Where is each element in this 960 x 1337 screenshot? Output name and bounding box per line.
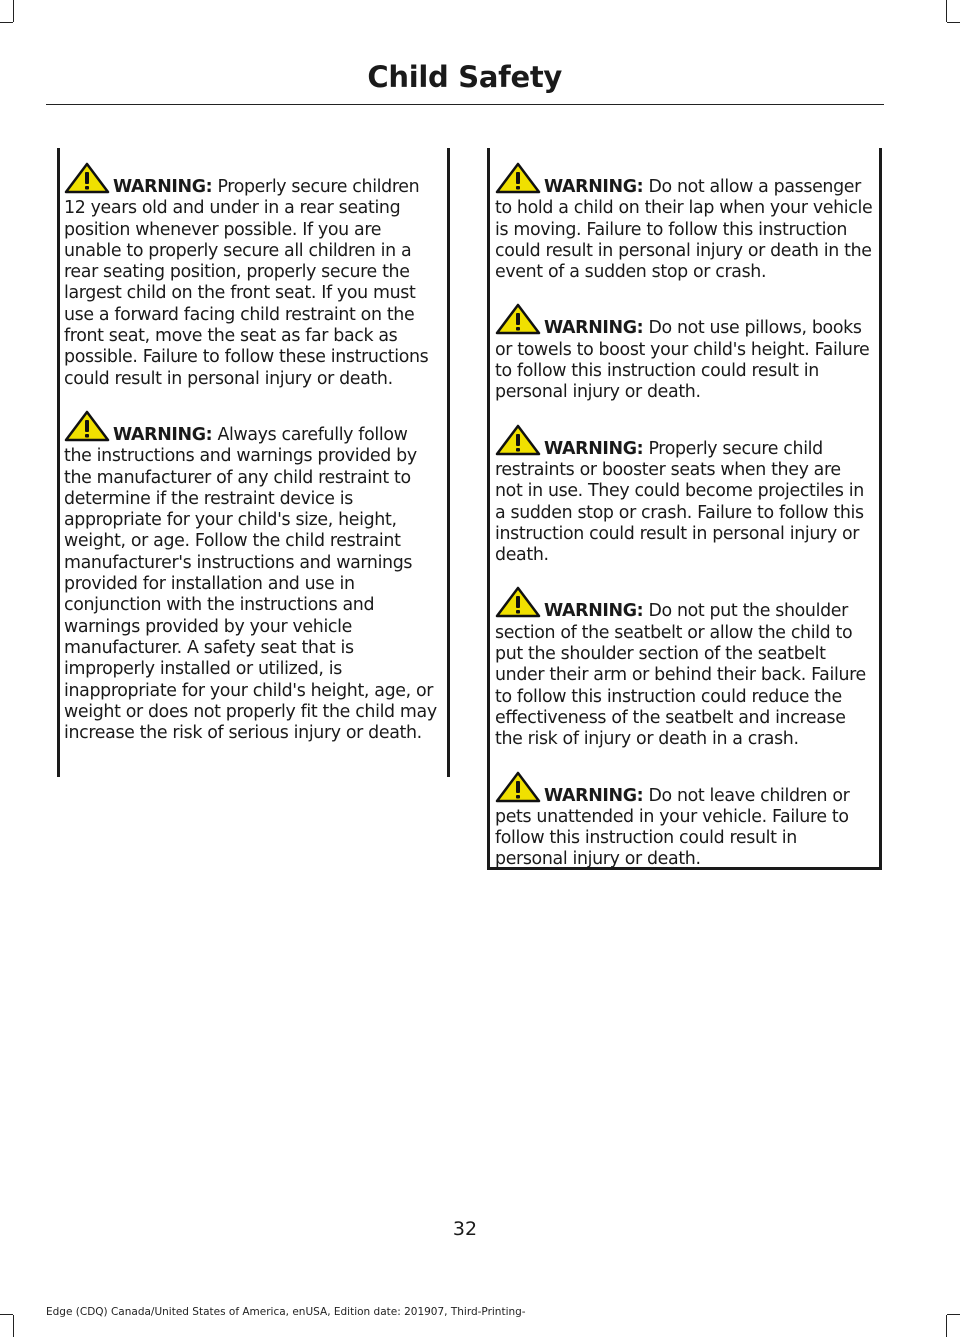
warning-block — [495, 424, 873, 567]
warning-triangle-icon — [495, 303, 541, 335]
crop-mark — [13, 0, 14, 22]
warning-triangle-icon — [64, 410, 110, 442]
footer-edition: Edge (CDQ) Canada/United States of America, enUSA, Edition date: 201907, Third-Printing- — [46, 1306, 526, 1318]
title-divider — [46, 104, 884, 105]
crop-mark — [946, 0, 947, 22]
warning-block — [495, 586, 873, 750]
warning-block — [495, 771, 873, 871]
warning-label: WARNING: — [544, 438, 644, 459]
warning-label: WARNING: — [544, 318, 644, 339]
warning-text: Do not use pillows, books or towels to boost your child's height. Failure to follow this instruction could result in personal injury or death. — [495, 318, 870, 403]
warning-text: Do not put the shoulder section of the seatbelt or allow the child to put the shoulder section of the seatbelt under their arm or behind their back. Failure to follow this instruction could reduce the effectiveness of the seatbelt and increase the risk of injury or death in a crash. — [495, 601, 866, 750]
crop-mark — [947, 1314, 960, 1315]
warning-column-left — [57, 148, 450, 777]
warning-triangle-icon — [495, 424, 541, 456]
warning-triangle-icon — [495, 771, 541, 803]
warning-text: Do not allow a passenger to hold a child on their lap when your vehicle is moving. Failure to follow this instruction could result in personal injury or death in the event of a sudden stop or crash. — [495, 177, 873, 283]
warning-text: Always carefully follow the instructions and warnings provided by the manufacturer of any child restraint to determine if the restraint device is appropriate for your child's size, height, weight, or age. Follow the child restraint manufacturer's instructions and warnings provided for installation and use in conjunction with the instructions and warnings provided by your vehicle manufacturer. A safety seat that is improperly installed or utilized, is inappropriate for your child's height, age, or weight or does not properly fit the child may increase the risk of serious injury or death. — [64, 424, 437, 744]
warning-triangle-icon — [64, 162, 110, 194]
warning-label: WARNING: — [544, 785, 644, 806]
warning-block — [64, 410, 440, 744]
warning-block — [64, 162, 440, 390]
warning-text: Do not leave children or pets unattended in your vehicle. Failure to follow this instruction could result in personal injury or death. — [495, 785, 850, 870]
crop-mark — [0, 1314, 13, 1315]
page-number: 32 — [452, 1218, 478, 1240]
warning-triangle-icon — [495, 586, 541, 618]
warning-label: WARNING: — [113, 424, 213, 445]
warning-block — [495, 162, 873, 283]
warning-triangle-icon — [495, 162, 541, 194]
crop-mark — [0, 22, 13, 23]
warning-text: Properly secure children 12 years old and under in a rear seating position whenever possible. If you are unable to properly secure all children in a rear seating position, properly secure the largest child on the front seat. If you must use a forward facing child restraint on the front seat, move the seat as far back as possible. Failure to follow these instructions could result in personal injury or death. — [64, 177, 429, 389]
warning-column-right — [487, 148, 882, 870]
crop-mark — [946, 1315, 947, 1337]
warning-label: WARNING: — [544, 601, 644, 622]
warning-label: WARNING: — [113, 177, 213, 197]
warning-block — [495, 303, 873, 403]
warning-text: Properly secure child restraints or booster seats when they are not in use. They could become projectiles in a sudden stop or crash. Failure to follow this instruction could result in personal injury or death. — [495, 438, 864, 566]
page-title: Child Safety — [367, 60, 562, 94]
crop-mark — [13, 1315, 14, 1337]
crop-mark — [947, 22, 960, 23]
warning-label: WARNING: — [544, 177, 644, 197]
